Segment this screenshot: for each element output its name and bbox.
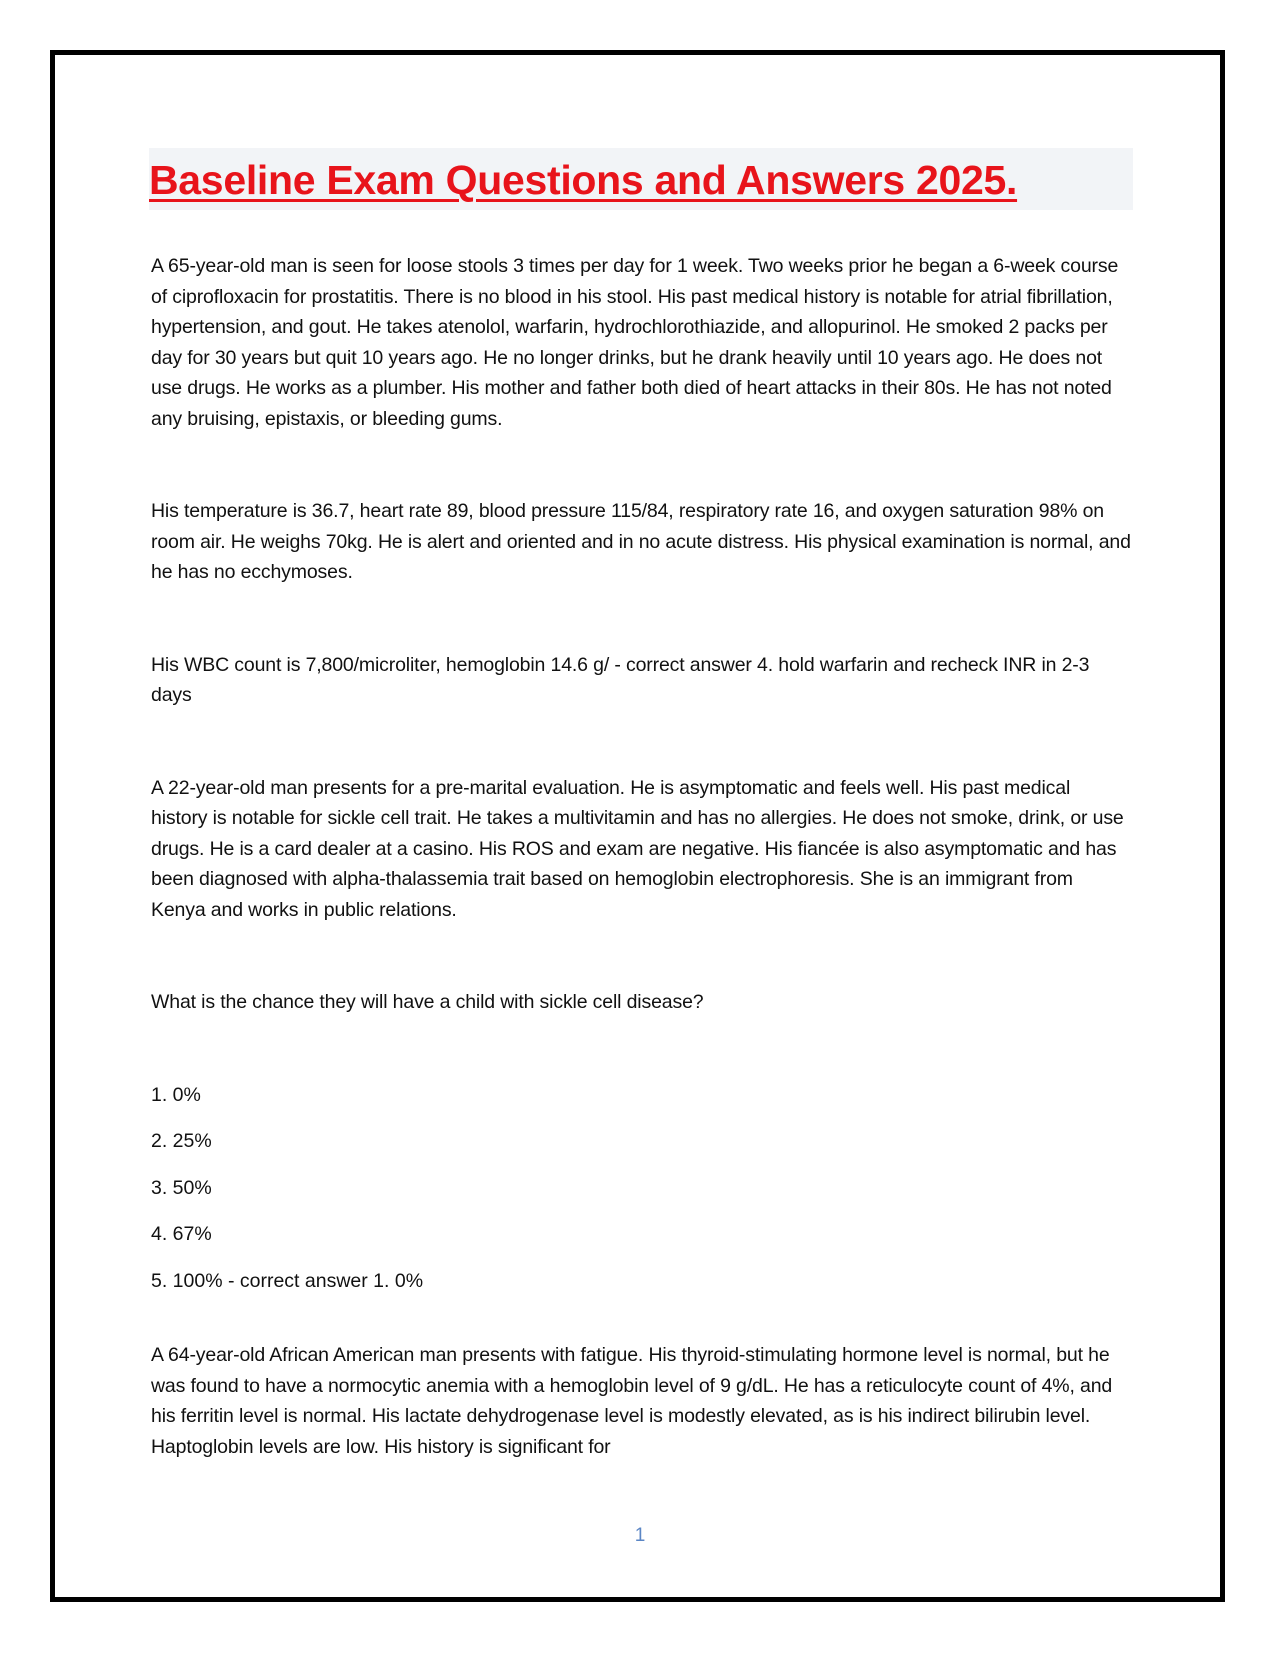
question-2-stem: A 22-year-old man presents for a pre-marital evaluation. He is asymptomatic and feels well. His past medical history is notable for sickle cell trait. He takes a multivitamin and has no allergies. He does not smoke, drink, or use drugs. He is a card dealer at a casino. His ROS and exam are negative. His fiancée is also asymptomatic and has been diagnosed with alpha-thalassemia trait based on hemoglobin electrophoresis. She is an immigrant from Kenya and works in public relations.	[151, 776, 1124, 921]
document-title: Baseline Exam Questions and Answers 2025.	[149, 157, 1018, 203]
document-body	[151, 148, 1131, 1462]
question-1-stem: A 65-year-old man is seen for loose stools 3 times per day for 1 week. Two weeks prior he began a 6-week course of ciprofloxacin for prostatitis. There is no blood in his stool. His past medical history is notable for atrial fibrillation, hypertension, and gout. He takes atenolol, warfarin, hydrochlorothiazide, and allopurinol. He smoked 2 packs per day for 30 years but quit 10 years ago. He no longer drinks, but he drank heavily until 10 years ago. He does not use drugs. He works as a plumber. His mother and father both died of heart attacks in their 80s. He has not noted any bruising, epistaxis, or bleeding gums.	[151, 255, 1119, 430]
option-item: 4. 67%	[151, 1223, 212, 1245]
question-3-stem: A 64-year-old African American man presents with fatigue. His thyroid-stimulating hormone level is normal, but he was found to have a normocytic anemia with a hemoglobin level of 9 g/dL. He has a reticulocyte count of 4%, and his ferritin level is normal. His lactate dehydrogenase level is modestly elevated, as is his indirect bilirubin level. Haptoglobin levels are low. His history is significant for	[151, 1344, 1113, 1458]
option-item: 3. 50%	[151, 1176, 212, 1199]
option-item-with-answer: 5. 100% - correct answer 1. 0%	[151, 1269, 424, 1292]
question-1-labs-answer: His WBC count is 7,800/microliter, hemoglobin 14.6 g/ - correct answer 4. hold warfarin and recheck INR in 2-3 days	[151, 653, 1090, 706]
option-item: 2. 25%	[151, 1130, 212, 1152]
option-item: 1. 0%	[151, 1083, 201, 1106]
question-2-prompt: What is the chance they will have a child with sickle cell disease?	[151, 991, 704, 1013]
title-band	[149, 148, 1133, 210]
page-number: 1	[634, 1525, 646, 1546]
question-2-options	[151, 1080, 1131, 1297]
question-1-vitals: His temperature is 36.7, heart rate 89, blood pressure 115/84, respiratory rate 16, and oxygen saturation 98% on room air. He weighs 70kg. He is alert and oriented and in no acute distress. His physical examination is normal, and he has no ecchymoses.	[151, 500, 1131, 583]
